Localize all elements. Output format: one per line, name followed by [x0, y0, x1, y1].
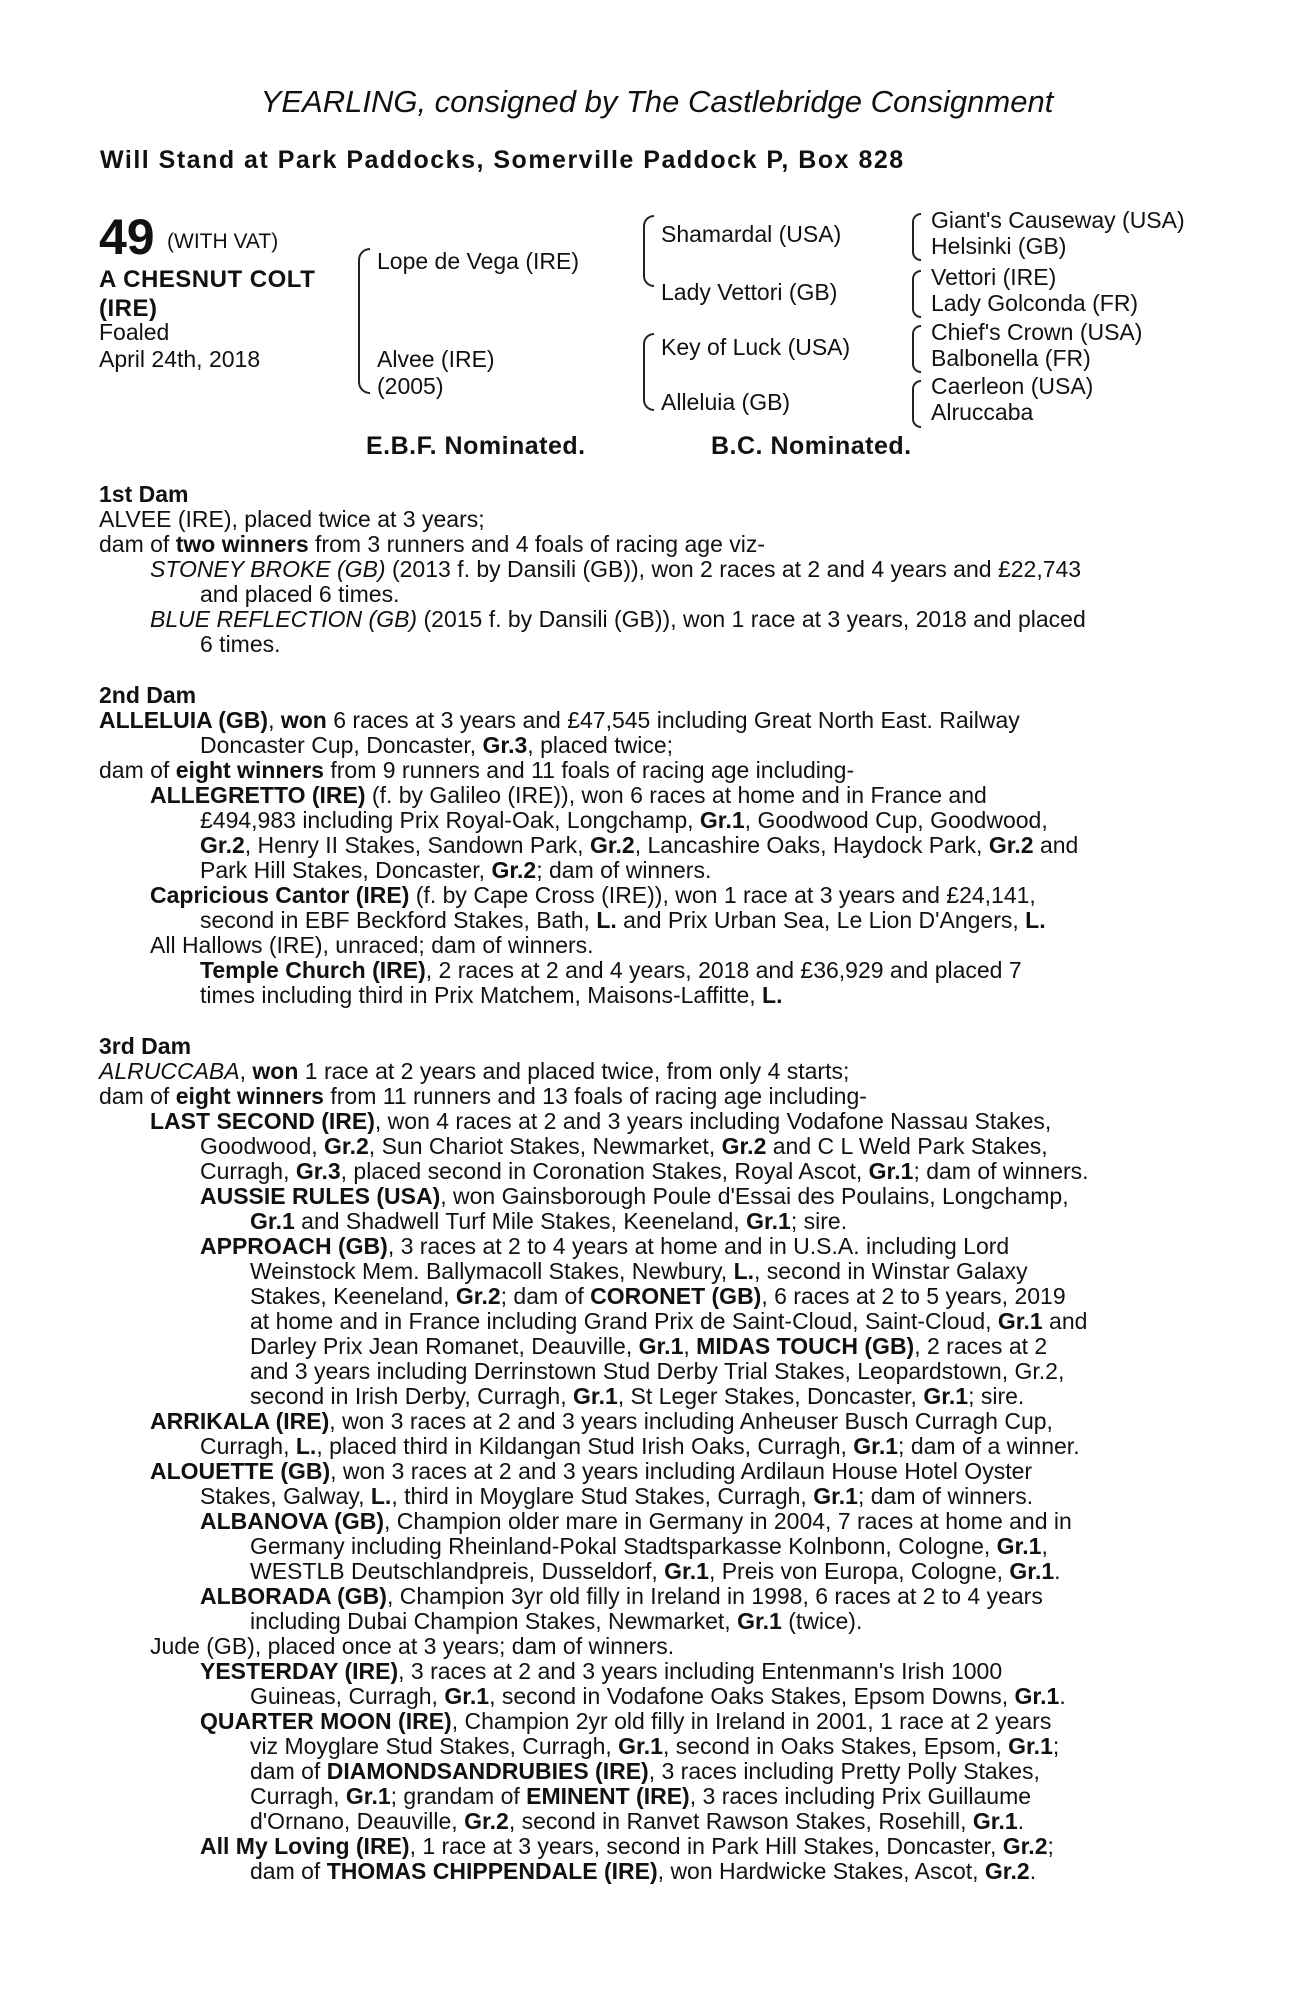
pedigree-bracket-ss	[912, 213, 921, 261]
foaled-label: Foaled	[99, 319, 170, 345]
third-dam-line: Curragh, L., placed third in Kildangan Stud Irish Oaks, Curragh, Gr.1; dam of a winner.	[200, 1433, 1080, 1459]
third-dam-line: All My Loving (IRE), 1 race at 3 years, second in Park Hill Stakes, Doncaster, Gr.2;	[200, 1833, 1054, 1859]
first-dam-line: 6 times.	[200, 631, 281, 657]
third-dam-line: QUARTER MOON (IRE), Champion 2yr old filly in Ireland in 2001, 1 race at 2 years	[200, 1708, 1052, 1734]
third-dam-line: dam of THOMAS CHIPPENDALE (IRE), won Hardwicke Stakes, Ascot, Gr.2.	[250, 1858, 1037, 1884]
second-dam-line: Temple Church (IRE), 2 races at 2 and 4 years, 2018 and £36,929 and placed 7	[200, 957, 1022, 983]
second-dam-line: Doncaster Cup, Doncaster, Gr.3, placed twice;	[200, 732, 674, 758]
pedigree-dds: Caerleon (USA)	[931, 373, 1094, 399]
foaled-info	[99, 319, 260, 373]
pedigree-sdd: Lady Golconda (FR)	[931, 290, 1139, 316]
foaled-date: April 24th, 2018	[99, 346, 261, 372]
third-dam-line: dam of eight winners from 11 runners and 13 foals of racing age including-	[99, 1083, 867, 1109]
third-dam-line: APPROACH (GB), 3 races at 2 to 4 years at home and in U.S.A. including Lord	[200, 1233, 1010, 1259]
pedigree-sire: Lope de Vega (IRE)	[377, 248, 580, 274]
first-dam-line: STONEY BROKE (GB) (2013 f. by Dansili (GB)), won 2 races at 2 and 4 years and £22,743	[150, 556, 1082, 582]
third-dam-line: Jude (GB), placed once at 3 years; dam of winners.	[150, 1633, 675, 1659]
pedigree-sds: Vettori (IRE)	[931, 264, 1057, 290]
vat-note: (WITH VAT)	[167, 230, 279, 253]
third-dam-heading: 3rd Dam	[99, 1033, 192, 1059]
pedigree-dam-sire: Key of Luck (USA)	[661, 334, 851, 360]
pedigree-ddd: Alruccaba	[931, 399, 1034, 425]
second-dam-line: times including third in Prix Matchem, Maisons-Laffitte, L.	[200, 982, 783, 1008]
third-dam-line: Stakes, Galway, L., third in Moyglare Stud Stakes, Curragh, Gr.1; dam of winners.	[200, 1483, 1034, 1509]
stabling-info: Will Stand at Park Paddocks, Somerville Paddock P, Box 828	[100, 146, 905, 174]
pedigree-dam: Alvee (IRE)	[377, 346, 495, 372]
third-dam-line: Guineas, Curragh, Gr.1, second in Vodafone Oaks Stakes, Epsom Downs, Gr.1.	[250, 1683, 1066, 1709]
third-dam-line: ALOUETTE (GB), won 3 races at 2 and 3 years including Ardilaun House Hotel Oyster	[150, 1458, 1033, 1484]
first-dam-line: and placed 6 times.	[200, 581, 400, 607]
page-title: YEARLING, consigned by The Castlebridge Consignment	[260, 84, 1054, 119]
third-dam-line: ALBANOVA (GB), Champion older mare in Germany in 2004, 7 races at home and in	[200, 1508, 1072, 1534]
second-dam-heading: 2nd Dam	[99, 682, 197, 708]
third-dam-line: Curragh, Gr.3, placed second in Coronation Stakes, Royal Ascot, Gr.1; dam of winners.	[200, 1158, 1089, 1184]
second-dam-line: ALLEGRETTO (IRE) (f. by Galileo (IRE)), won 6 races at home and in France and	[150, 782, 987, 808]
pedigree-sire-sire: Shamardal (USA)	[661, 221, 842, 247]
second-dam-line: second in EBF Beckford Stakes, Bath, L. and Prix Urban Sea, Le Lion D'Angers, L.	[200, 907, 1046, 933]
third-dam-line: YESTERDAY (IRE), 3 races at 2 and 3 years including Entenmann's Irish 1000	[200, 1658, 1003, 1684]
first-dam-line: BLUE REFLECTION (GB) (2015 f. by Dansili (GB)), won 1 race at 3 years, 2018 and placed	[150, 606, 1086, 632]
first-dam-line: dam of two winners from 3 runners and 4 foals of racing age viz-	[99, 531, 766, 557]
lot-desc-line2: (IRE)	[99, 295, 158, 322]
third-dam-line: Stakes, Keeneland, Gr.2; dam of CORONET (GB), 6 races at 2 to 5 years, 2019	[250, 1283, 1066, 1309]
third-dam-line: second in Irish Derby, Curragh, Gr.1, St Leger Stakes, Doncaster, Gr.1; sire.	[250, 1383, 1025, 1409]
third-dam-line: ALRUCCABA, won 1 race at 2 years and placed twice, from only 4 starts;	[99, 1058, 850, 1084]
pedigree-dam-dam: Alleluia (GB)	[661, 389, 791, 415]
pedigree-dsd: Balbonella (FR)	[931, 345, 1091, 371]
second-dam-line: Park Hill Stakes, Doncaster, Gr.2; dam of winners.	[200, 857, 712, 883]
third-dam-line: Goodwood, Gr.2, Sun Chariot Stakes, Newmarket, Gr.2 and C L Weld Park Stakes,	[200, 1133, 1048, 1159]
third-dam-line: Weinstock Mem. Ballymacoll Stakes, Newbury, L., second in Winstar Galaxy	[250, 1258, 1028, 1284]
pedigree-dam-year: (2005)	[377, 373, 444, 399]
bc-nominated: B.C. Nominated.	[711, 432, 912, 460]
pedigree-bracket-sd	[912, 270, 921, 318]
third-dam-line: including Dubai Champion Stakes, Newmarket, Gr.1 (twice).	[250, 1608, 863, 1634]
third-dam-line: AUSSIE RULES (USA), won Gainsborough Poule d'Essai des Poulains, Longchamp,	[200, 1183, 1069, 1209]
lot-description	[99, 265, 315, 323]
pedigree-ssd: Helsinki (GB)	[931, 233, 1067, 259]
first-dam-heading: 1st Dam	[99, 481, 189, 507]
second-dam-line: Capricious Cantor (IRE) (f. by Cape Cross (IRE)), won 1 race at 3 years and £24,141,	[150, 882, 1036, 908]
second-dam-line: £494,983 including Prix Royal-Oak, Longchamp, Gr.1, Goodwood Cup, Goodwood,	[200, 807, 1048, 833]
third-dam-line: WESTLB Deutschlandpreis, Dusseldorf, Gr.1, Preis von Europa, Cologne, Gr.1.	[250, 1558, 1061, 1584]
pedigree-bracket-ds	[912, 325, 921, 373]
third-dam-line: ARRIKALA (IRE), won 3 races at 2 and 3 years including Anheuser Busch Curragh Cup,	[150, 1408, 1053, 1434]
second-dam-line: All Hallows (IRE), unraced; dam of winners.	[150, 932, 594, 958]
third-dam-line: at home and in France including Grand Prix de Saint-Cloud, Saint-Cloud, Gr.1 and	[250, 1308, 1088, 1334]
second-dam-line: ALLELUIA (GB), won 6 races at 3 years and £47,545 including Great North East. Railway	[99, 707, 1020, 733]
second-dam-line: dam of eight winners from 9 runners and 11 foals of racing age including-	[99, 757, 855, 783]
third-dam-line: Curragh, Gr.1; grandam of EMINENT (IRE), 3 races including Prix Guillaume	[250, 1783, 1032, 1809]
third-dam-line: d'Ornano, Deauville, Gr.2, second in Ranvet Rawson Stakes, Rosehill, Gr.1.	[250, 1808, 1025, 1834]
ebf-nominated: E.B.F. Nominated.	[366, 432, 586, 460]
pedigree-sss: Giant's Causeway (USA)	[931, 207, 1185, 233]
third-dam-line: Gr.1 and Shadwell Turf Mile Stakes, Keeneland, Gr.1; sire.	[250, 1208, 848, 1234]
pedigree-sire-dam: Lady Vettori (GB)	[661, 279, 838, 305]
pedigree-dss: Chief's Crown (USA)	[931, 319, 1143, 345]
lot-number: 49	[99, 209, 155, 265]
third-dam-line: ALBORADA (GB), Champion 3yr old filly in Ireland in 1998, 6 races at 2 to 4 years	[200, 1583, 1043, 1609]
third-dam-line: Darley Prix Jean Romanet, Deauville, Gr.1, MIDAS TOUCH (GB), 2 races at 2	[250, 1333, 1048, 1359]
third-dam-line: viz Moyglare Stud Stakes, Curragh, Gr.1, second in Oaks Stakes, Epsom, Gr.1;	[250, 1733, 1060, 1759]
pedigree-bracket-sire	[643, 215, 654, 287]
third-dam-line: and 3 years including Derrinstown Stud Derby Trial Stakes, Leopardstown, Gr.2,	[250, 1358, 1065, 1384]
pedigree-bracket-gen1	[358, 248, 370, 394]
pedigree-bracket-dam	[643, 333, 654, 411]
lot-desc-line1: A CHESNUT COLT	[99, 266, 316, 293]
first-dam-line: ALVEE (IRE), placed twice at 3 years;	[99, 506, 485, 532]
pedigree-bracket-dd	[912, 380, 921, 428]
second-dam-line: Gr.2, Henry II Stakes, Sandown Park, Gr.2, Lancashire Oaks, Haydock Park, Gr.2 and	[200, 832, 1079, 858]
third-dam-line: LAST SECOND (IRE), won 4 races at 2 and 3 years including Vodafone Nassau Stakes,	[150, 1108, 1052, 1134]
third-dam-line: dam of DIAMONDSANDRUBIES (IRE), 3 races including Pretty Polly Stakes,	[250, 1758, 1040, 1784]
third-dam-line: Germany including Rheinland-Pokal Stadtsparkasse Kolnbonn, Cologne, Gr.1,	[250, 1533, 1048, 1559]
